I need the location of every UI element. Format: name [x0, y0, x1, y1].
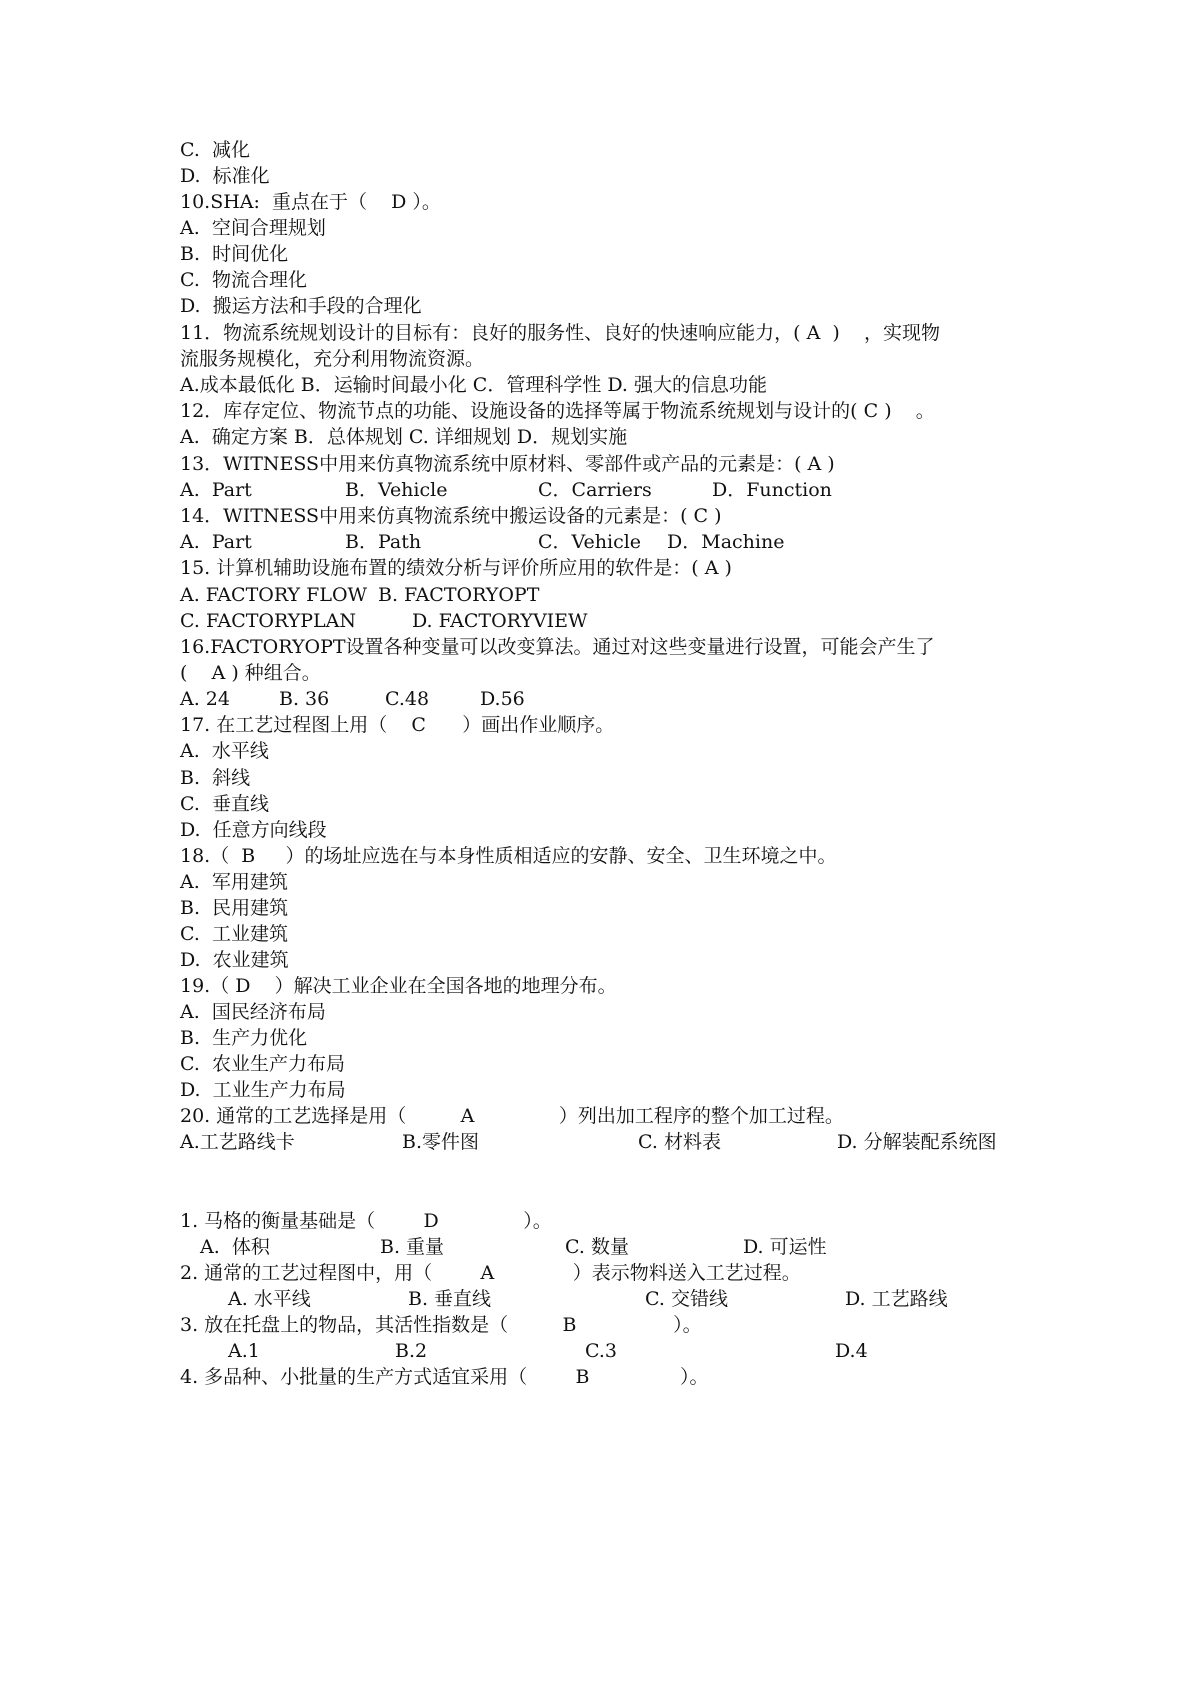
question-4: 4. 多品种、小批量的生产方式适宜采用（ B ）。 — [180, 1366, 709, 1388]
question-19: 19.（ D ）解决工业企业在全国各地的地理分布。 — [180, 975, 617, 997]
question-13: 13．WITNESS中用来仿真物流系统中原材料、零部件或产品的元素是：( A ) — [180, 453, 835, 475]
option-line: A. 国民经济布局 — [180, 1001, 326, 1023]
question-14: 14．WITNESS中用来仿真物流系统中搬运设备的元素是：( C ) — [180, 505, 722, 527]
question-11: 11．物流系统规划设计的目标有：良好的服务性、良好的快速响应能力，( A ) ，实现物 — [180, 322, 941, 344]
option-line: B. 时间优化 — [180, 243, 289, 265]
option-b: B. 垂直线 — [408, 1288, 492, 1310]
option-b: B. 36 — [279, 688, 330, 710]
option-c: C. 数量 — [565, 1236, 629, 1258]
question-16-cont: ( A ) 种组合。 — [180, 662, 321, 684]
option-b: B.2 — [395, 1340, 428, 1362]
option-line: B. 生产力优化 — [180, 1027, 308, 1049]
option-d: D. FACTORYVIEW — [412, 610, 588, 632]
option-c: C．Carriers — [538, 479, 652, 501]
option-line: B. 民用建筑 — [180, 897, 289, 919]
option-b: B．Path — [345, 531, 422, 553]
option-b: B. FACTORYOPT — [378, 584, 540, 606]
option-a: A. 水平线 — [228, 1288, 311, 1310]
option-c: C.48 — [385, 688, 430, 710]
question-3: 3. 放在托盘上的物品，其活性指数是（ B ）。 — [180, 1314, 702, 1336]
option-d: D．Machine — [667, 531, 785, 553]
option-row — [180, 582, 540, 608]
question-17: 17. 在工艺过程图上用（ C ）画出作业顺序。 — [180, 714, 615, 736]
option-line: C. 农业生产力布局 — [180, 1053, 345, 1075]
option-line: C. 垂直线 — [180, 793, 269, 815]
option-line: A. 确定方案 B．总体规划 C. 详细规划 D．规划实施 — [180, 426, 628, 448]
option-row — [180, 477, 832, 503]
option-row — [180, 608, 588, 634]
option-c: C.3 — [585, 1340, 617, 1362]
option-d: D. 可运性 — [743, 1236, 827, 1258]
option-a: A. Part — [180, 479, 252, 501]
option-a: A. 体积 — [200, 1236, 270, 1258]
option-c: C. 交错线 — [645, 1288, 728, 1310]
option-line: A. 水平线 — [180, 740, 269, 762]
option-line: D. 搬运方法和手段的合理化 — [180, 295, 422, 317]
option-b: B.零件图 — [402, 1131, 480, 1153]
text-line: D. 标准化 — [180, 165, 270, 187]
option-d: D. 工艺路线 — [845, 1288, 948, 1310]
option-line: D. 工业生产力布局 — [180, 1079, 346, 1101]
option-line: B. 斜线 — [180, 767, 251, 789]
option-line: A. 空间合理规划 — [180, 217, 326, 239]
option-line: C. 工业建筑 — [180, 923, 288, 945]
question-12: 12．库存定位、物流节点的功能、设施设备的选择等属于物流系统规划与设计的( C ) 。 — [180, 400, 935, 422]
option-d: D.4 — [835, 1340, 868, 1362]
question-20: 20. 通常的工艺选择是用（ A ）列出加工程序的整个加工过程。 — [180, 1105, 844, 1127]
option-line: D. 农业建筑 — [180, 949, 289, 971]
option-b: B. 重量 — [380, 1236, 445, 1258]
option-a: A. 24 — [180, 688, 230, 710]
option-c: C. FACTORYPLAN — [180, 610, 356, 632]
option-line: A. 军用建筑 — [180, 871, 288, 893]
option-line: D. 任意方向线段 — [180, 819, 327, 841]
option-a: A.工艺路线卡 — [180, 1131, 295, 1153]
option-row — [180, 1338, 868, 1364]
question-11-cont: 流服务规模化，充分利用物流资源。 — [180, 348, 485, 370]
option-row — [180, 1234, 827, 1260]
question-2: 2. 通常的工艺过程图中，用（ A ）表示物料送入工艺过程。 — [180, 1262, 801, 1284]
option-line: A.成本最低化 B．运输时间最小化 C．管理科学性 D. 强大的信息功能 — [180, 374, 768, 396]
question-10: 10.SHA: 重点在于（ D ）。 — [180, 191, 441, 213]
option-a: A. FACTORY FLOW — [180, 584, 368, 606]
question-16: 16.FACTORYOPT设置各种变量可以改变算法。通过对这些变量进行设置，可能会产生了 — [180, 636, 935, 658]
option-a: A.1 — [228, 1340, 260, 1362]
option-c: C. 材料表 — [638, 1131, 721, 1153]
question-15: 15. 计算机辅助设施布置的绩效分析与评价所应用的软件是：( A ) — [180, 557, 732, 579]
option-d: D．Function — [712, 479, 832, 501]
option-line: C. 物流合理化 — [180, 269, 307, 291]
question-18: 18.（ B ）的场址应选在与本身性质相适应的安静、安全、卫生环境之中。 — [180, 845, 837, 867]
option-d: D. 分解装配系统图 — [837, 1131, 997, 1153]
text-line: C. 减化 — [180, 139, 250, 161]
option-a: A. Part — [180, 531, 252, 553]
option-b: B．Vehicle — [345, 479, 448, 501]
option-row — [180, 686, 525, 712]
option-d: D.56 — [480, 688, 525, 710]
option-row — [180, 1286, 948, 1312]
option-c: C．Vehicle — [538, 531, 642, 553]
option-row — [180, 1129, 997, 1155]
question-1: 1. 马格的衡量基础是（ D ）。 — [180, 1210, 552, 1232]
option-row — [180, 529, 785, 555]
